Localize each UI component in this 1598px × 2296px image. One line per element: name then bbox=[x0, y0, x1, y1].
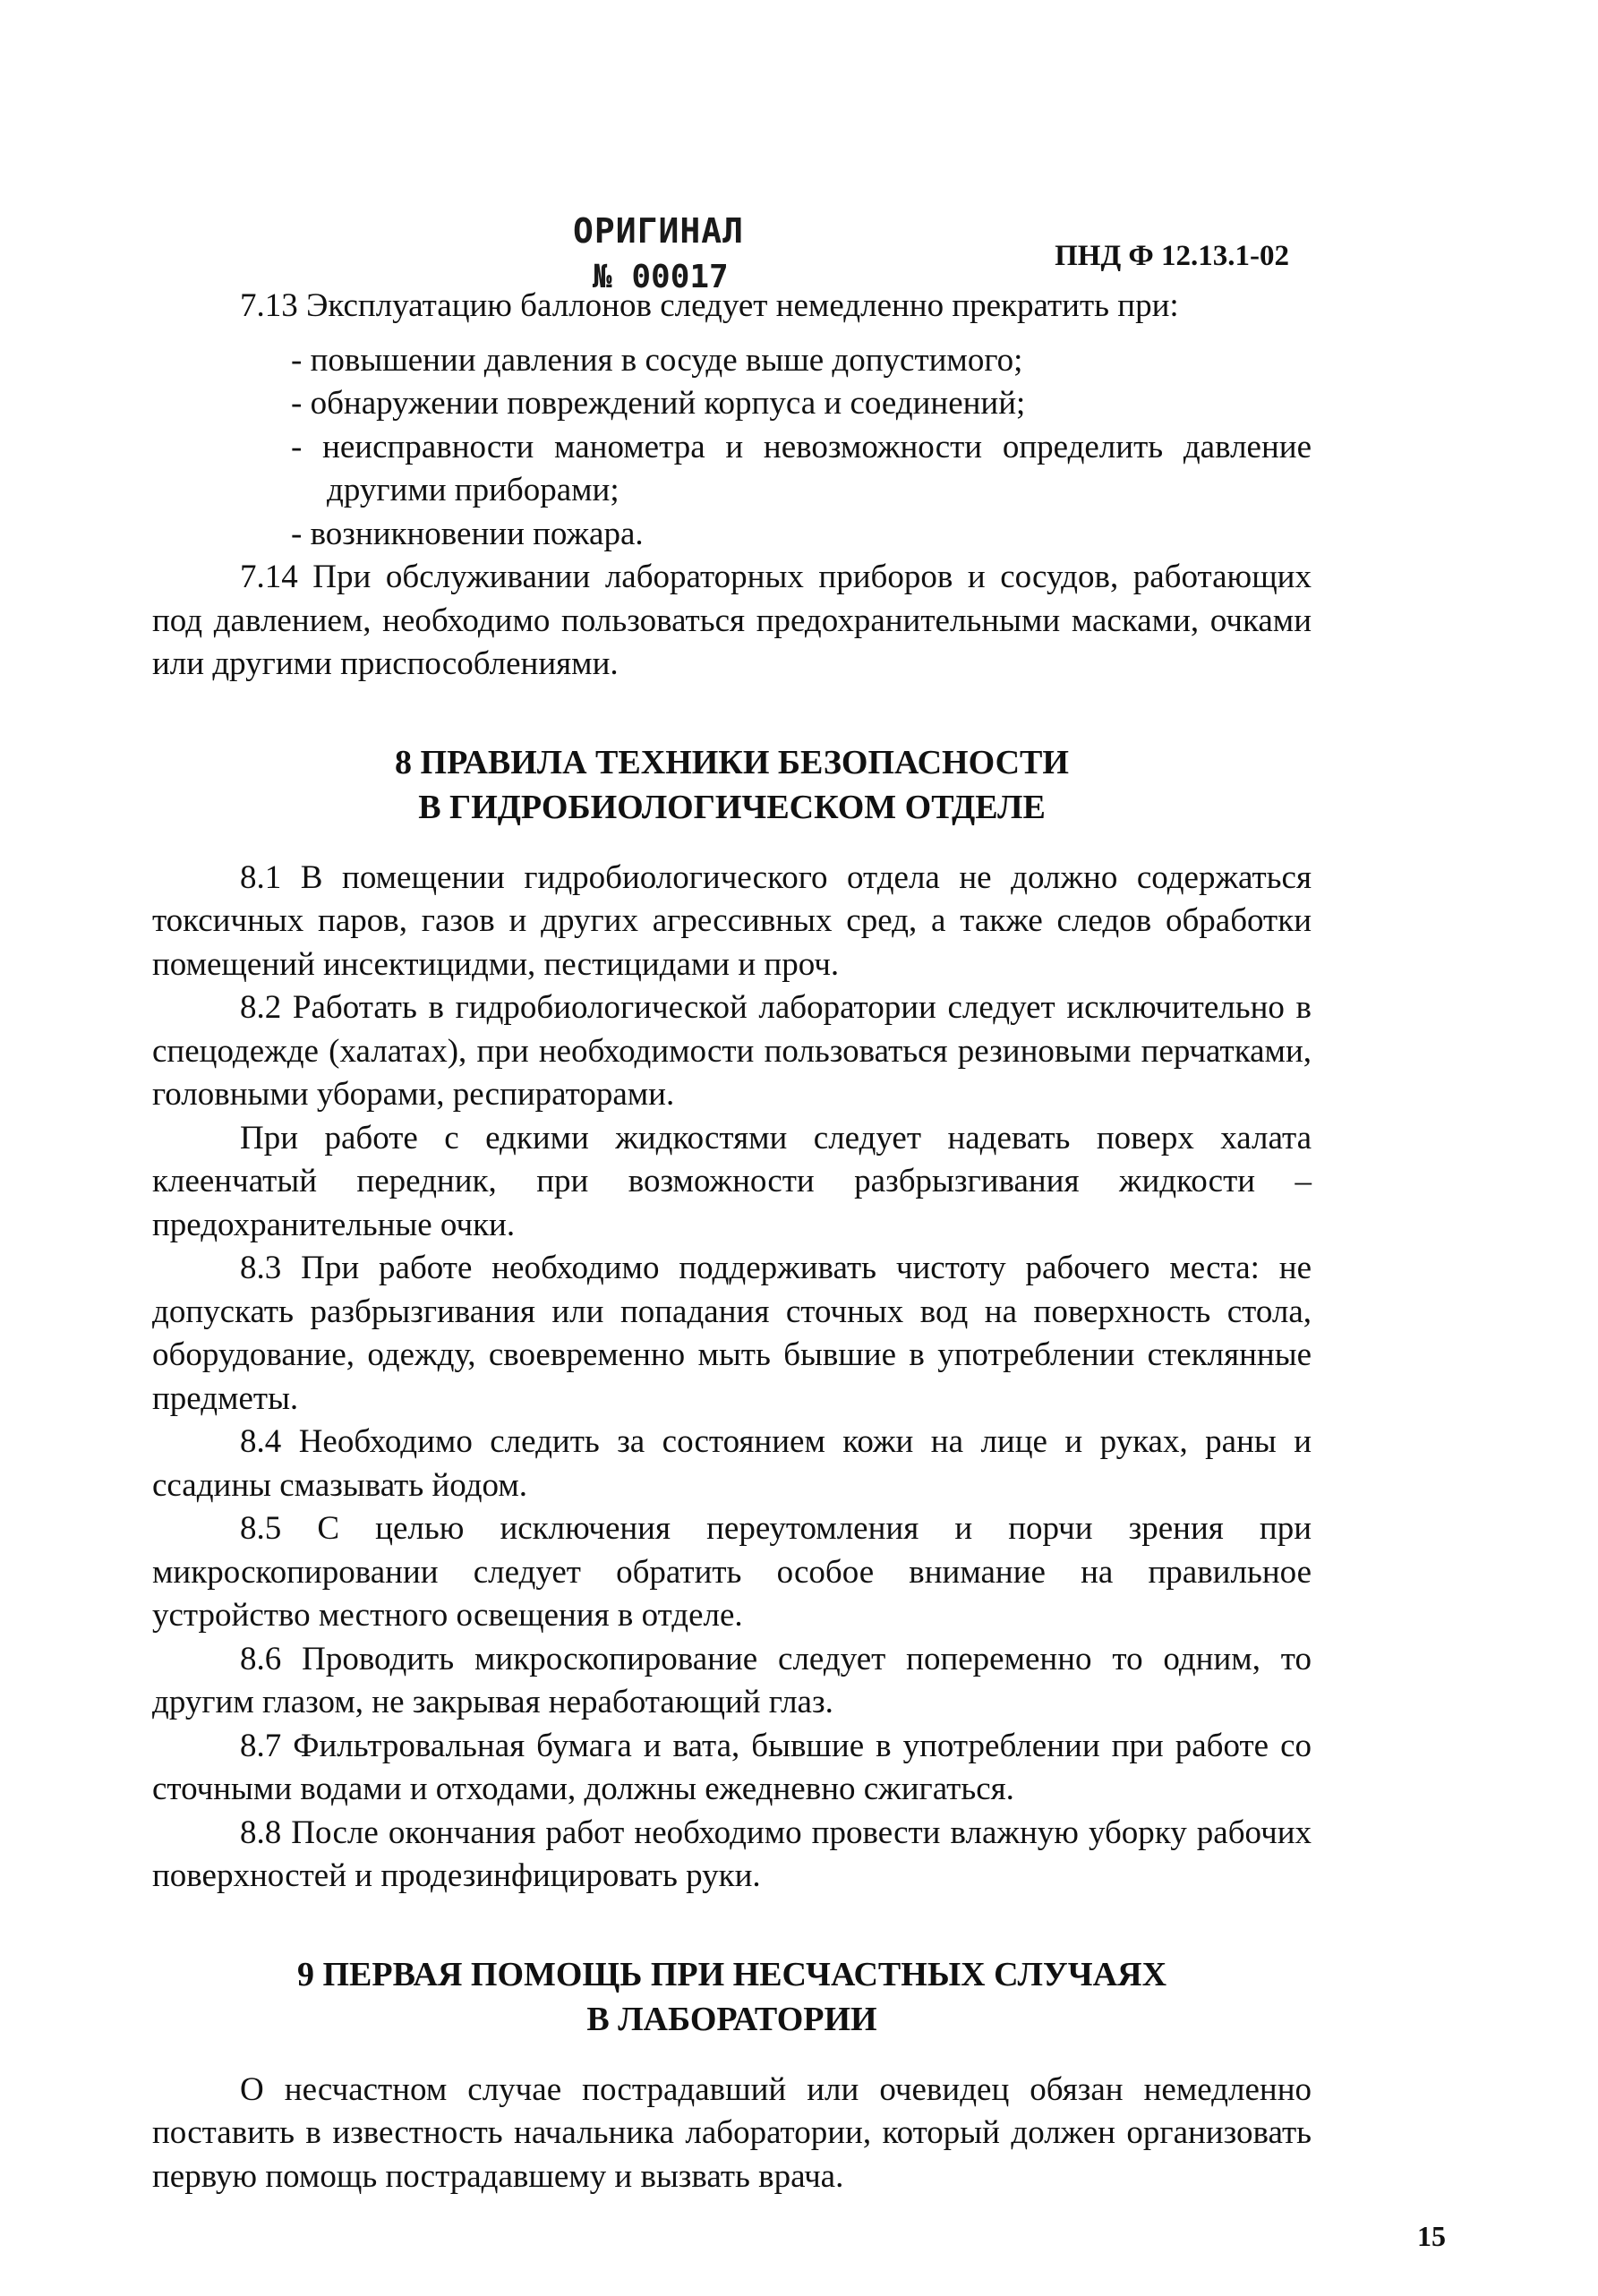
paragraph-8-7: 8.7 Фильтровальная бумага и вата, бывшие в употреблении при работе со сточными водами и отходами, должны ежедневно сжигаться. bbox=[152, 1727, 1312, 1807]
paragraph-9-intro: О несчастном случае пострадавший или очевидец обязан немедленно поставить в известность начальника лаборатории, который должен организовать первую помощь пострадавшему и вызвать врача. bbox=[152, 2070, 1312, 2195]
list-item: - неисправности манометра и невозможности определить давление другими приборами; bbox=[291, 426, 1312, 513]
paragraph-8-2-continued: При работе с едкими жидкостями следует надевать поверх халата клеенчатый передник, при возможности разбрызгивания жидкости – предохранительные очки. bbox=[152, 1119, 1312, 1243]
section-9-heading-line-1: 9 ПЕРВАЯ ПОМОЩЬ ПРИ НЕСЧАСТНЫХ СЛУЧАЯХ bbox=[296, 1955, 1167, 1993]
list-item: - возникновении пожара. bbox=[291, 513, 1312, 557]
paragraph-8-3: 8.3 При работе необходимо поддерживать чистоту рабочего места: не допускать разбрызгивания или попадания сточных вод на поверхность стола, оборудование, одежду, своевременно мыть бывшие в употреблении стеклянные предметы. bbox=[152, 1250, 1312, 1417]
section-8-heading bbox=[152, 740, 1312, 830]
paragraph-7-13: 7.13 Эксплуатацию баллонов следует немедленно прекратить при: bbox=[240, 287, 1179, 324]
section-9-heading-line-2: В ЛАБОРАТОРИИ bbox=[586, 2000, 877, 2038]
page-content bbox=[152, 285, 1312, 2198]
paragraph-8-5: 8.5 С целью исключения переутомления и порчи зрения при микроскопировании следует обратить особое внимание на правильное устройство местного освещения в отделе. bbox=[152, 1510, 1312, 1634]
paragraph-8-4: 8.4 Необходимо следить за состоянием кожи на лице и руках, раны и ссадины смазывать йодом. bbox=[152, 1423, 1312, 1504]
document-code: ПНД Ф 12.13.1-02 bbox=[1055, 240, 1289, 272]
conditions-list bbox=[152, 339, 1312, 557]
section-9-heading bbox=[152, 1952, 1312, 2042]
section-8-heading-line-2: В ГИДРОБИОЛОГИЧЕСКОМ ОТДЕЛЕ bbox=[418, 788, 1046, 826]
stamp-number: № 00017 bbox=[593, 259, 729, 295]
paragraph-8-2: 8.2 Работать в гидробиологической лаборатории следует исключительно в спецодежде (халатах), при необходимости пользоваться резиновыми перчатками, головными уборами, респираторами. bbox=[152, 989, 1312, 1113]
section-8-heading-line-1: 8 ПРАВИЛА ТЕХНИКИ БЕЗОПАСНОСТИ bbox=[395, 743, 1069, 781]
stamp-title: ОРИГИНАЛ bbox=[573, 211, 745, 251]
paragraph-8-6: 8.6 Проводить микроскопирование следует попеременно то одним, то другим глазом, не закрывая неработающий глаз. bbox=[152, 1640, 1312, 1720]
paragraph-8-8: 8.8 После окончания работ необходимо провести влажную уборку рабочих поверхностей и продезинфицировать руки. bbox=[152, 1814, 1312, 1894]
list-item: - обнаружении повреждений корпуса и соединений; bbox=[291, 382, 1312, 426]
paragraph-7-14: 7.14 При обслуживании лабораторных приборов и сосудов, работающих под давлением, необходимо пользоваться предохранительными масками, очками или другими приспособлениями. bbox=[152, 559, 1312, 682]
list-item: - повышении давления в сосуде выше допустимого; bbox=[291, 339, 1312, 383]
paragraph-8-1: 8.1 В помещении гидробиологического отдела не должно содержаться токсичных паров, газов и других агрессивных сред, а также следов обработки помещений инсектицидми, пестицидами и проч. bbox=[152, 858, 1312, 983]
page-number: 15 bbox=[1417, 2220, 1446, 2252]
